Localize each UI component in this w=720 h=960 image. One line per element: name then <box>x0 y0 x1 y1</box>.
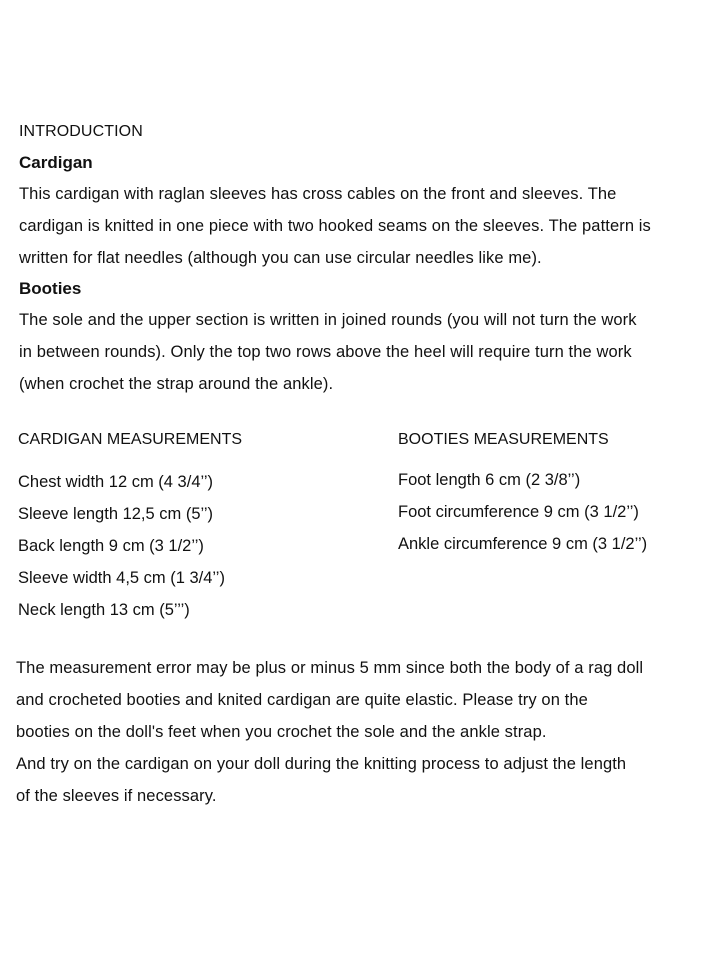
cardigan-measurement-item: Sleeve width 4,5 cm (1 3/4’’) <box>18 569 225 587</box>
cardigan-subheading: Cardigan <box>19 153 93 172</box>
measurement-note <box>16 652 710 812</box>
cardigan-measurements-heading: CARDIGAN MEASUREMENTS <box>18 431 243 448</box>
cardigan-description-line: cardigan is knitted in one piece with two hooked seams on the sleeves. The pattern is <box>19 217 651 235</box>
note-line: booties on the doll's feet when you crochet the sole and the ankle strap. <box>16 723 547 741</box>
cardigan-description-line: written for flat needles (although you can use circular needles like me). <box>19 249 542 267</box>
introduction-heading: INTRODUCTION <box>19 123 143 140</box>
booties-measurement-item: Foot length 6 cm (2 3/8’’) <box>398 471 581 489</box>
cardigan-measurement-item: Sleeve length 12,5 cm (5’’) <box>18 505 214 523</box>
note-line: The measurement error may be plus or minus 5 mm since both the body of a rag doll <box>16 659 644 677</box>
note-line: of the sleeves if necessary. <box>16 787 217 805</box>
cardigan-measurement-item: Chest width 12 cm (4 3/4’’) <box>18 473 214 491</box>
note-line: And try on the cardigan on your doll during the knitting process to adjust the length <box>16 755 627 773</box>
note-line: and crocheted booties and knited cardigan are quite elastic. Please try on the <box>16 691 588 709</box>
booties-description-line: in between rounds). Only the top two rows above the heel will require turn the work <box>19 343 632 361</box>
booties-measurements-column <box>398 426 708 560</box>
introduction-section <box>19 118 709 400</box>
booties-measurements-heading: BOOTIES MEASUREMENTS <box>398 431 609 448</box>
booties-measurement-item: Foot circumference 9 cm (3 1/2’’) <box>398 503 639 521</box>
booties-description-line: (when crochet the strap around the ankle). <box>19 375 334 393</box>
booties-measurement-item: Ankle circumference 9 cm (3 1/2’’) <box>398 535 648 553</box>
booties-subheading: Booties <box>19 279 82 298</box>
cardigan-measurements-column <box>18 426 388 626</box>
cardigan-measurement-item: Back length 9 cm (3 1/2’’) <box>18 537 204 555</box>
cardigan-measurement-item: Neck length 13 cm (5’’’) <box>18 601 190 619</box>
cardigan-description-line: This cardigan with raglan sleeves has cross cables on the front and sleeves. The <box>19 185 617 203</box>
booties-description-line: The sole and the upper section is written in joined rounds (you will not turn the work <box>19 311 637 329</box>
